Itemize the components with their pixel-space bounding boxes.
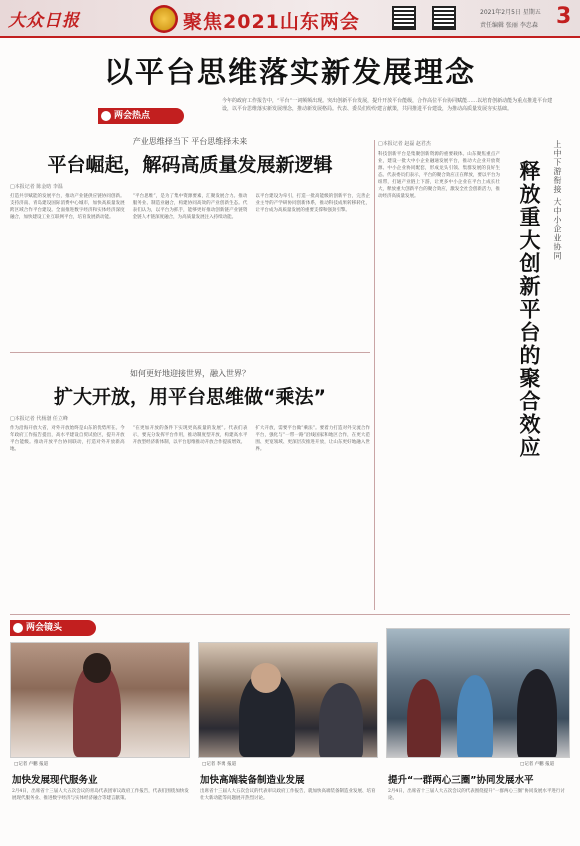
- section-tag-focus: 两会镜头: [10, 620, 96, 636]
- vertical-title: 释放重大创新平台的聚合效应: [517, 160, 541, 459]
- photo-subject: [517, 669, 557, 758]
- section-title: 聚焦2021山东两会: [183, 11, 360, 33]
- section-divider: [10, 352, 370, 353]
- page-number: 3: [556, 4, 572, 29]
- photo-meeting-service: [10, 642, 190, 758]
- photo-credit: □记者 卢鹏 报道: [14, 762, 49, 767]
- photo-subject: [83, 653, 111, 683]
- editor-credit: 责任编辑 张丽 李忠森: [480, 22, 538, 29]
- article-body: 科技创新平台是集聚创新资源的重要载体。山东聚焦重点产业，建设一批大中小企业融通发展平台，推动大企业开放资源、中小企业协同配套，形成龙头引领、集群发展的良好生态。代表委员们表示，平台的聚合效应正在释放，要以平台为纽带，打通产业链上下游，让更多中小企业在平台上成长壮大，释放重大创新平台的聚合效应，激发全社会创新活力，推动经济高质量发展。: [378, 152, 500, 199]
- article-columns: [10, 193, 370, 221]
- photo-credit: □记者 李勇 报道: [202, 762, 237, 767]
- photo-subject: [251, 663, 281, 693]
- photo-meeting-coordination: [386, 628, 570, 758]
- article-byline: □本报记者 代杨渤 任立峰: [10, 416, 68, 422]
- masthead: [0, 0, 580, 38]
- article-kicker: 如何更好地迎接世界，融入世界？: [130, 369, 250, 378]
- emblem-icon: [150, 5, 178, 33]
- photo-credit: □记者 卢鹏 报道: [520, 762, 555, 767]
- photo-caption-title: 提升“一群两心三圈”协同发展水平: [388, 775, 534, 786]
- article-byline: □本报记者 陈金昉 李温: [10, 184, 63, 190]
- photo-meeting-equipment: [198, 642, 378, 758]
- article-open-up: [10, 368, 370, 453]
- article-title: 扩大开放，用平台思维做“乘法”: [54, 386, 326, 408]
- lead-paragraph: 今年的政府工作报告中，“平台”一词频频出现。突出创新平台发展，提升开放平台能级，合作高位平台协同赋能……以培育创新动能为重点推进平台建设，以平台思维落实新发展理念，推动新发展格局。代表、委员们纷纷建言献策，共同推进平台建设，为推动高质量发展夯实基础。: [222, 98, 553, 112]
- article-body: 打造共享赋能的发展平台，推动产业链供应链协同创新。支持济南、青岛建设国际消费中心城市，加快高质量发展跨区域合作平台建设。全面推进数字经济和实体经济深度融合，加快建设工业互联网平台，培育发展新动能。: [10, 194, 125, 220]
- article-body: “平台思维”，是为了集中资源要素，汇聚发展合力。推动服务业、制造业融合，构建协同高效的产业创新生态。代表们认为，以平台为抓手，能够更好推动创新链产业链资金链人才链深度融合，为高质量发展注入持续动能。: [132, 194, 248, 220]
- section-tag-hot: 两会热点: [98, 108, 184, 124]
- article-body: 作为沿海开放大省，对外开放始终是山东的优势所在。今年政府工作报告提出，高水平建设自贸试验区，提升开放平台能级。推动开放平台协同联动，打造对外开放新高地。: [10, 426, 125, 452]
- article-title: 平台崛起，解码高质量发展新逻辑: [47, 154, 333, 176]
- photo-subject: [407, 679, 441, 758]
- issue-date: 2021年2月5日 星期五: [480, 9, 541, 16]
- article-body: 扩大开放，需要平台做“乘法”。要着力打造对外交流合作平台，强化与“一带一路”沿线国家和地区合作，在更大范围、更宽领域、更深层次推进开放，让山东更好地融入世界。: [255, 426, 371, 452]
- article-body: “在更加开放的条件下实现更高质量的发展”。代表们表示，要充分发挥平台作用，推动制度型开放，构建高水平开放型经济新体制，以平台思维推动开放合作提质增效。: [132, 426, 248, 445]
- photo-caption-title: 加快高端装备制造业发展: [200, 775, 305, 786]
- vertical-subtitle: 上中下游衔接 大中小企业协同: [553, 140, 562, 261]
- newspaper-brand: 大众日报: [8, 11, 80, 31]
- page-headline: 以平台思维落实新发展理念: [103, 55, 476, 89]
- photo-caption-text: 2月4日，出席省十三届人大五次会议的代表围绕提升“一群两心三圈”协同发展水平进行讨论。: [388, 789, 565, 801]
- article-innovation-platform: [378, 140, 500, 200]
- photo-subject: [319, 683, 363, 758]
- qr-code-icon: [392, 6, 416, 30]
- article-byline: □本报记者 赵磊 赵君杰: [378, 141, 431, 147]
- article-kicker: 产业思维择当下 平台思维择未来: [132, 137, 248, 146]
- article-platform-rise: [10, 136, 370, 221]
- vertical-headline-block: [508, 140, 572, 610]
- photo-caption-title: 加快发展现代服务业: [12, 775, 98, 786]
- photo-caption-text: 2月4日，出席省十三届人大五次会议的青岛代表团审议政府工作报告，代表们围绕加快发展现代服务业、推进数字经济与实体经济融合等建言献策。: [12, 789, 189, 801]
- article-columns: [10, 425, 370, 453]
- photo-caption-text: 出席省十三届人大五次会议的代表审议政府工作报告，就加快高端装备制造业发展、培育壮大新动能等问题展开热烈讨论。: [200, 789, 376, 801]
- photo-subject: [457, 675, 493, 758]
- article-body: 以平台建设为牵引，打造一批高能级的创新平台，完善企业主导的产学研协同创新体系，推动科技成果转移转化，让平台成为高质量发展的重要支撑和强劲引擎。: [255, 194, 371, 213]
- qr-code-icon: [432, 6, 456, 30]
- section-divider: [10, 614, 570, 615]
- column-divider: [374, 140, 375, 610]
